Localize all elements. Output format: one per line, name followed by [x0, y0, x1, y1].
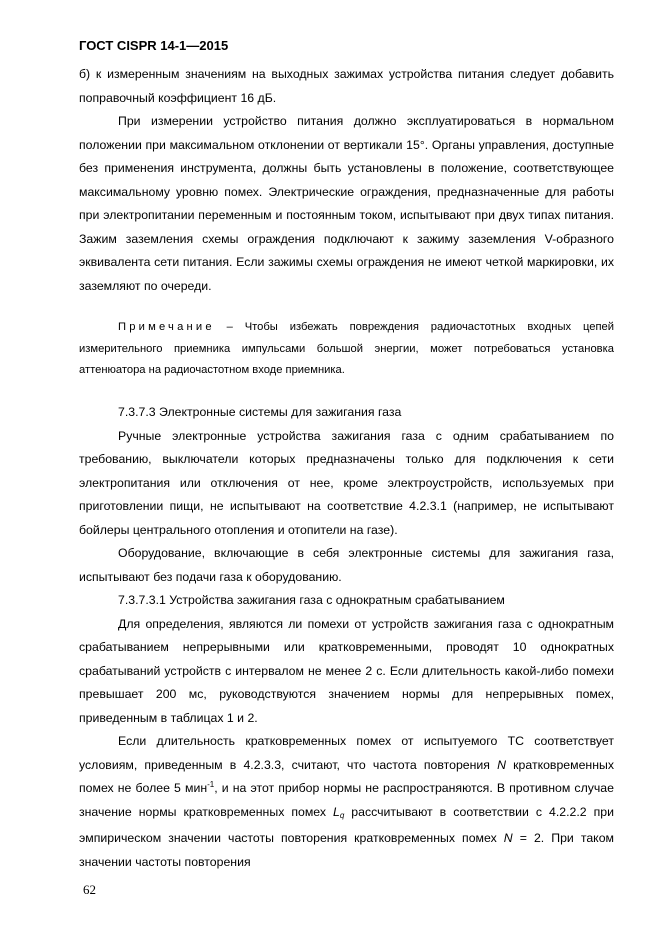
paragraph-equipment-without-gas: Оборудование, включающие в себя электронные системы для зажигания газа, испытывают без подачи газа к оборудованию.: [79, 546, 614, 584]
superscript-minus-one: -1: [207, 780, 215, 790]
text-fragment: Если длительность кратковременных помех от испытуемого ТС соответствует условиям, приведенным в 4.2.3.3, считают, что частота повторения: [79, 734, 614, 772]
document-body: [79, 63, 614, 874]
text-fragment: = 2. При таком значении частоты повторения: [79, 831, 614, 869]
paragraph-discontinuous-disturbance: [79, 730, 614, 874]
text-fragment: , и на этот прибор нормы не распространяются. В противном случае значение нормы кратковременных помех: [79, 781, 614, 819]
note-text: – Чтобы избежать повреждения радиочастотных входных цепей измерительного приемника импульсами большой энергии, может потребоваться установка аттенюатора на радиочастотном входе приемника.: [79, 321, 614, 377]
symbol-l: L: [333, 804, 340, 819]
section-heading-7-3-7-3-1: 7.3.7.3.1 Устройства зажигания газа с однократным срабатыванием: [118, 593, 505, 608]
note-label: Примечание: [118, 321, 215, 333]
subscript-q: q: [339, 810, 345, 820]
paragraph-manual-ignition: Ручные электронные устройства зажигания газа с одним срабатыванием по требованию, выключатели которых предназначены только для подключения к сети электропитания или отключения от нее, кроме электроустройств, используемых при приготовлении пищи, не испытывают на соответствие 4.2.3.1 (например, не испытывают бойлеры центрального отопления и отопители на газе).: [79, 428, 614, 537]
symbol-n: N: [497, 757, 506, 772]
paragraph-measurement-conditions: При измерении устройство питания должно эксплуатироваться в нормальном положении при максимальном отклонении от вертикали 15°. Органы управления, доступные без применения инструмента, должны быть установлены в положение, соответствующее максимальному уровню помех. Электрические ограждения, предназначенные для работы при электропитании переменным и постоянным током, испытывают при двух типах питания. Зажим заземления схемы ограждения подключают к зажиму заземления V-образного эквивалента сети питания. Если зажимы схемы ограждения не имеют четкой маркировки, их заземляют по очереди.: [79, 114, 614, 293]
symbol-n: N: [503, 831, 513, 846]
note-paragraph: [79, 317, 614, 382]
text-fragment: кратковременных помех не более 5 мин: [79, 757, 614, 796]
page-number: 62: [83, 882, 96, 897]
section-heading-7-3-7-3: 7.3.7.3 Электронные системы для зажигания газа: [118, 405, 402, 420]
paragraph-determination: Для определения, являются ли помехи от устройств зажигания газа с однократным срабатыванием непрерывными или кратковременными, проводят 10 однократных срабатываний устройств с интервалом не менее 2 с. Если длительность какой-либо помехи превышает 200 мс, руководствуются значением нормы для непрерывных помех, приведенным в таблицах 1 и 2.: [79, 616, 614, 725]
paragraph-item-b: б) к измеренным значениям на выходных зажимах устройства питания следует добавить поправочный коэффициент 16 дБ.: [79, 67, 614, 105]
document-header: ГОСТ CISPR 14-1—2015: [79, 38, 229, 53]
text-fragment: рассчитывают в соответствии с 4.2.2.2 при эмпирическом значении частоты повторения кратковременных помех: [79, 804, 615, 846]
